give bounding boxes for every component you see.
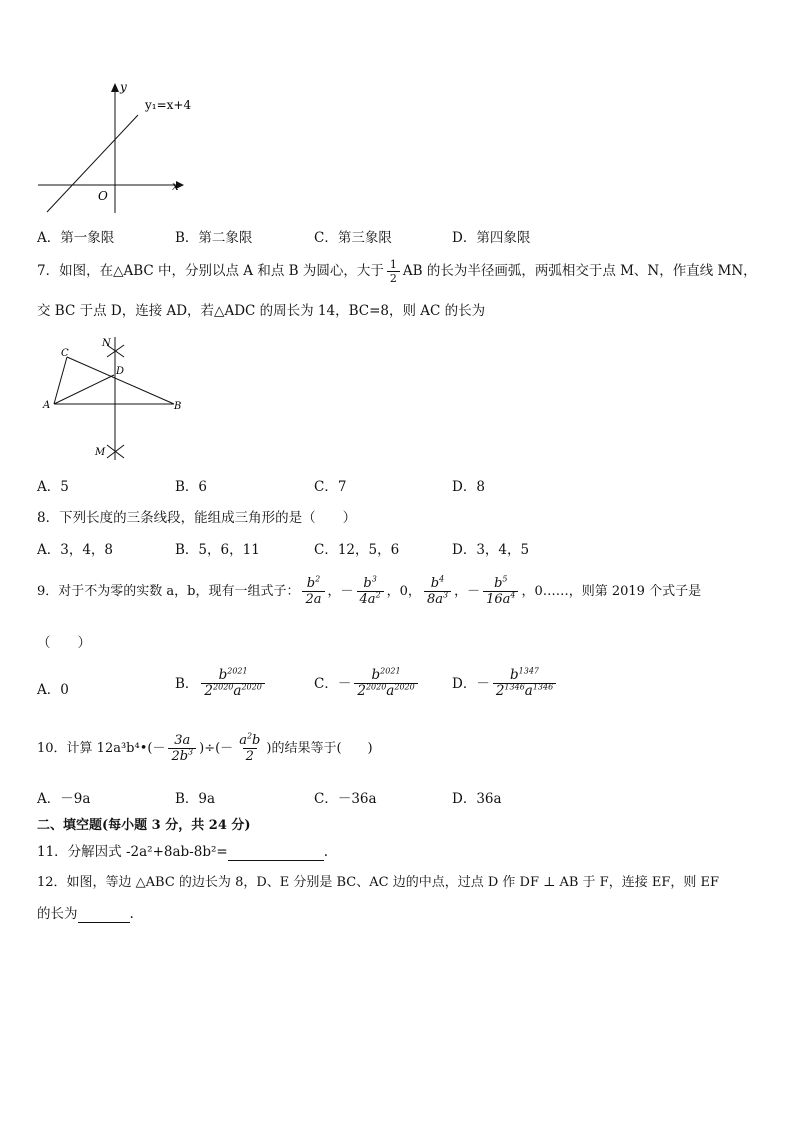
q12-text-b: . (129, 906, 134, 922)
frac-num: 1 (389, 258, 397, 271)
q9-sep-2: ，0， (386, 583, 421, 599)
q7-option-d[interactable]: D．8 (452, 479, 485, 495)
fraction-half (387, 258, 400, 285)
q9-option-c-label: C．－ (314, 675, 352, 692)
q8-option-a[interactable]: A．3，4，8 (37, 542, 114, 558)
q10-frac-1: $\frac{3a}{2b^3}$ (168, 733, 196, 764)
q8-option-b[interactable]: B．5，6，11 (175, 542, 260, 558)
q9-term-2: $\frac{b^3}{4a^2}$ (357, 576, 384, 607)
q7-option-a[interactable]: A．5 (37, 479, 69, 495)
q6-option-b[interactable]: B．第二象限 (175, 230, 253, 246)
q12-line1: 12．如图，等边 △ABC 的边长为 8，D、E 分别是 BC、AC 边的中点，过点 D 作 DF ⊥ AB 于 F，连接 EF，则 EF (37, 875, 719, 890)
q7-text-a: 7．如图，在△ABC 中，分别以点 A 和点 B 为圆心，大于 (37, 263, 384, 279)
q9-option-d-fraction: $\frac{b^{1347}}{2^{1346}a^{1346}}$ (493, 668, 556, 699)
q11-end: . (323, 844, 328, 860)
q9-option-b[interactable] (175, 668, 268, 699)
q11-stem (37, 843, 328, 861)
q8-option-c[interactable]: C．12，5，6 (314, 542, 400, 558)
q12-line2 (37, 905, 134, 923)
triangle-bisector-figure (38, 332, 188, 467)
q9-option-c-fraction: $\frac{b^{2021}}{2^{2020}a^{2020}}$ (354, 668, 417, 699)
label-b: B (174, 401, 182, 412)
q9-option-c[interactable] (314, 668, 421, 699)
function-label: y₁=x+4 (145, 98, 192, 112)
side-cb (67, 357, 174, 404)
label-d: D (116, 366, 125, 377)
q7-stem-line1 (37, 258, 757, 285)
q9-tail: ，0……，则第 2019 个式子是 (521, 583, 702, 599)
q9-term-3: $\frac{b^4}{8a^3}$ (424, 576, 451, 607)
x-axis-label: x (172, 179, 179, 193)
y-axis-label: y (120, 80, 127, 94)
q7-option-c[interactable]: C．7 (314, 479, 347, 495)
q9-option-d-label: D．－ (452, 675, 490, 692)
q9-term-1: $\frac{b^2}{2a}$ (302, 576, 324, 607)
label-c: C (61, 348, 69, 359)
q10-stem (37, 733, 373, 764)
q9-option-b-label: B． (175, 675, 199, 692)
q9-sep-1: ，－ (327, 583, 354, 599)
q10-option-d[interactable]: D．36a (452, 791, 502, 807)
q7-text-b: AB 的长为半径画弧，两弧相交于点 M、N，作直线 MN， (402, 263, 757, 279)
label-a: A (43, 400, 51, 411)
q12-answer-blank[interactable] (78, 908, 130, 923)
q9-option-d[interactable] (452, 668, 559, 699)
q10-frac-2: $\frac{a^2b}{2}$ (239, 731, 261, 764)
q11-text: 11．分解因式 -2a²+8ab-8b²= (37, 844, 228, 860)
q10-lead: 10．计算 12a³b⁴•(－ (37, 740, 166, 756)
segment-ad (54, 375, 114, 404)
q8-stem: 8．下列长度的三条线段，能组成三角形的是（ ） (37, 510, 357, 526)
q10-tail: )的结果等于( ) (266, 740, 373, 756)
q9-intro: 9．对于不为零的实数 a，b，现有一组式子： (37, 583, 300, 599)
q9-stem (37, 576, 701, 607)
q9-option-a[interactable]: A．0 (37, 682, 69, 698)
q6-option-d[interactable]: D．第四象限 (452, 230, 531, 246)
q10-option-b[interactable]: B．9a (175, 791, 216, 807)
section-heading: 二、填空题(每小题 3 分，共 24 分) (37, 818, 251, 833)
q12-text-a: 的长为 (37, 906, 78, 922)
side-ac (54, 357, 67, 404)
q8-option-d[interactable]: D．3，4，5 (452, 542, 530, 558)
q10-mid: )÷(－ (199, 740, 234, 756)
q10-option-a[interactable]: A．－9a (37, 791, 91, 807)
label-m: M (95, 447, 106, 458)
q7-option-b[interactable]: B．6 (175, 479, 208, 495)
q11-answer-blank[interactable] (228, 846, 324, 861)
q7-stem-line2: 交 BC 于点 D，连接 AD，若△ADC 的周长为 14，BC=8，则 AC 的长为 (37, 303, 486, 319)
origin-label: O (98, 189, 108, 203)
label-n: N (102, 338, 111, 349)
function-line (47, 115, 138, 212)
y-axis-arrow (111, 83, 119, 92)
q9-sep-3: ，－ (454, 583, 481, 599)
q9-paren: （ ） (37, 635, 91, 651)
linear-graph-figure (30, 78, 210, 218)
frac-den: 2 (387, 271, 400, 285)
q9-option-b-fraction: $\frac{b^{2021}}{2^{2020}a^{2020}}$ (201, 668, 264, 699)
q10-option-c[interactable]: C．－36a (314, 791, 377, 807)
q6-option-a[interactable]: A．第一象限 (37, 230, 115, 246)
q6-option-c[interactable]: C．第三象限 (314, 230, 392, 246)
q9-term-4: $\frac{b^5}{16a^4}$ (483, 576, 518, 607)
